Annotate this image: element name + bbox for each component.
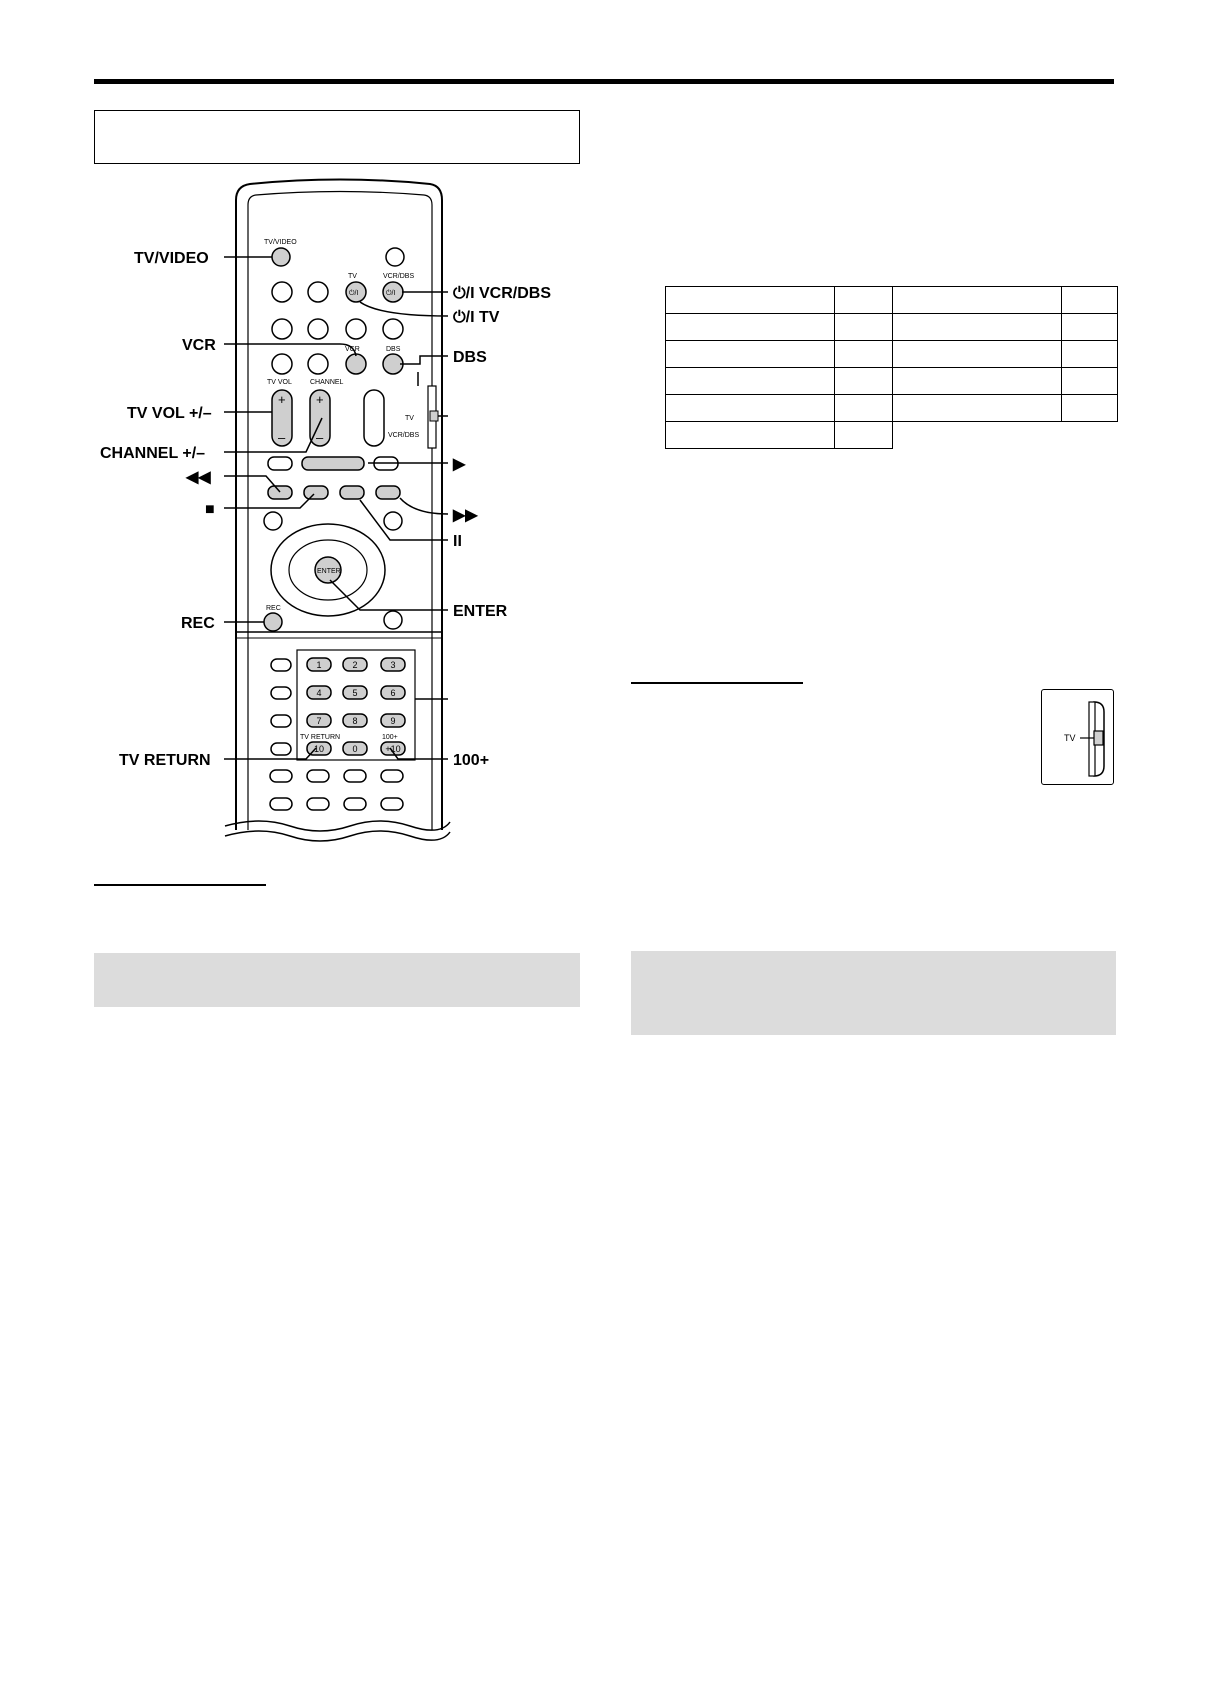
round-button[interactable] bbox=[272, 319, 292, 339]
callout-power-tv: ⏻/I TV bbox=[453, 309, 500, 326]
number-key-label: 9 bbox=[390, 716, 396, 726]
print-dbs: DBS bbox=[386, 346, 401, 353]
number-key-label: 0 bbox=[352, 744, 358, 754]
round-button[interactable] bbox=[272, 282, 292, 302]
print-hundred-plus: 100+ bbox=[382, 734, 398, 741]
number-key-label: 5 bbox=[352, 688, 358, 698]
print-power-tv: ⏻/I bbox=[349, 290, 359, 297]
callout-channel: CHANNEL +/– bbox=[100, 445, 206, 462]
print-switch-tv: TV bbox=[405, 415, 414, 422]
print-tv-return: TV RETURN bbox=[300, 734, 341, 741]
section-heading-right bbox=[631, 951, 1116, 1035]
callout-rewind: ◀◀ bbox=[186, 469, 211, 486]
round-button[interactable] bbox=[346, 319, 366, 339]
bottom-key[interactable] bbox=[381, 770, 403, 782]
bottom-key[interactable] bbox=[270, 798, 292, 810]
round-button[interactable] bbox=[384, 611, 402, 629]
callout-play: ▶ bbox=[453, 456, 466, 473]
number-key-label: +10 bbox=[385, 744, 401, 754]
callout-vcr: VCR bbox=[182, 337, 216, 354]
round-button[interactable] bbox=[383, 319, 403, 339]
fast-forward-button[interactable] bbox=[376, 486, 400, 499]
mode-switch-knob[interactable] bbox=[430, 411, 438, 421]
number-key-label: 6 bbox=[390, 688, 396, 698]
number-key-label: 8 bbox=[352, 716, 358, 726]
print-channel: CHANNEL bbox=[310, 379, 344, 386]
number-key-label: 2 bbox=[352, 660, 358, 670]
print-tv: TV bbox=[348, 273, 357, 280]
number-key-label: 3 bbox=[390, 660, 396, 670]
bottom-key[interactable] bbox=[381, 798, 403, 810]
side-key[interactable] bbox=[271, 659, 291, 671]
inset-tv-label: TV bbox=[1064, 733, 1076, 743]
callout-stop: ■ bbox=[205, 501, 215, 518]
number-key-label: 7 bbox=[316, 716, 322, 726]
stop-button[interactable] bbox=[304, 486, 328, 499]
callout-hundred-plus: 100+ bbox=[453, 752, 490, 769]
play-button[interactable] bbox=[302, 457, 364, 470]
callout-fast-forward: ▶▶ bbox=[453, 507, 478, 524]
rewind-button[interactable] bbox=[268, 486, 292, 499]
vcr-button[interactable] bbox=[346, 354, 366, 374]
callout-power-vcr-dbs: ⏻/I VCR/DBS bbox=[453, 285, 551, 302]
bottom-key[interactable] bbox=[307, 798, 329, 810]
tv-video-button[interactable] bbox=[272, 248, 290, 266]
callout-tv-return: TV RETURN bbox=[119, 752, 211, 769]
round-button[interactable] bbox=[264, 512, 282, 530]
print-vcr: VCR bbox=[345, 346, 360, 353]
note-rule-left bbox=[94, 884, 266, 886]
round-button[interactable] bbox=[308, 282, 328, 302]
side-key[interactable] bbox=[271, 687, 291, 699]
callout-tv-video: TV/VIDEO bbox=[134, 250, 209, 267]
bottom-key[interactable] bbox=[344, 770, 366, 782]
callout-tv-vol: TV VOL +/– bbox=[127, 405, 212, 422]
bottom-key[interactable] bbox=[270, 770, 292, 782]
print-ch-plus: + bbox=[316, 392, 324, 407]
print-vol-plus: + bbox=[278, 392, 286, 407]
round-button[interactable] bbox=[308, 319, 328, 339]
print-vcr-dbs: VCR/DBS bbox=[383, 273, 415, 280]
number-key-label: 10 bbox=[313, 744, 325, 754]
round-button[interactable] bbox=[308, 354, 328, 374]
callout-pause: II bbox=[453, 533, 462, 550]
section-heading-left bbox=[94, 953, 580, 1007]
round-button[interactable] bbox=[272, 354, 292, 374]
print-switch-vcr-dbs: VCR/DBS bbox=[388, 432, 420, 439]
bottom-key[interactable] bbox=[344, 798, 366, 810]
side-key[interactable] bbox=[271, 715, 291, 727]
rec-button[interactable] bbox=[264, 613, 282, 631]
print-ch-minus: – bbox=[316, 430, 324, 445]
bottom-key[interactable] bbox=[307, 770, 329, 782]
top-right-button[interactable] bbox=[386, 248, 404, 266]
number-key-label: 1 bbox=[316, 660, 322, 670]
pause-button[interactable] bbox=[340, 486, 364, 499]
number-key-label: 4 bbox=[316, 688, 322, 698]
print-vol-minus: – bbox=[278, 430, 286, 445]
print-enter: ENTER bbox=[317, 568, 341, 575]
print-rec: REC bbox=[266, 605, 281, 612]
print-tv-vol: TV VOL bbox=[267, 379, 292, 386]
callout-enter: ENTER bbox=[453, 603, 508, 620]
print-tv-video: TV/VIDEO bbox=[264, 239, 297, 246]
rocker-button[interactable] bbox=[364, 390, 384, 446]
print-power-vcr-dbs: ⏻/I bbox=[386, 290, 396, 297]
callout-dbs: DBS bbox=[453, 349, 487, 366]
side-key[interactable] bbox=[271, 743, 291, 755]
callout-rec: REC bbox=[181, 615, 215, 632]
transport-button[interactable] bbox=[268, 457, 292, 470]
round-button[interactable] bbox=[384, 512, 402, 530]
